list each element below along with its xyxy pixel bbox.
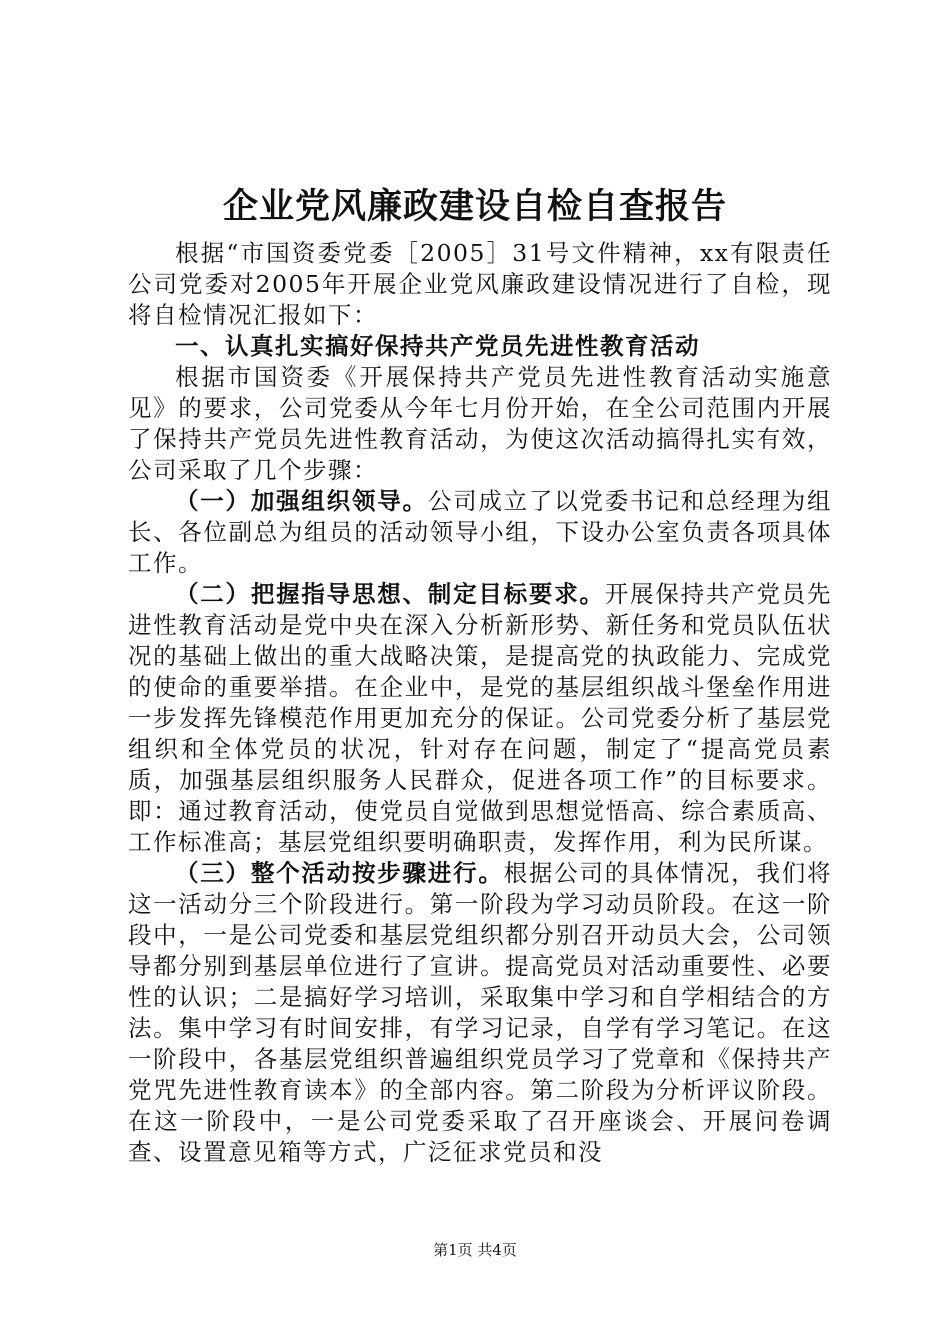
step-three-lead: （三）整个活动按步骤进行。 [175,859,504,887]
document-title: 企业党风廉政建设自检自查报告 [222,186,727,227]
step-one-lead: （一）加强组织领导。 [175,487,428,515]
section-paragraph [128,362,832,486]
step-one-paragraph [128,486,832,579]
step-three-text: 根据公司的具体情况，我们将这一活动分三个阶段进行。第一阶段为学习动员阶段。在这一阶段中，一是公司党委和基层党组织都分别召开动员大会，公司领导都分别到基层单位进行了宣讲。提高党员对活动重要性、必要性的认识；二是搞好学习培训，采取集中学习和自学相结合的方法。集中学习有时间安排，有学习记录，自学有学习笔记。在这一阶段中，各基层党组织普遍组织党员学习了党章和《保持共产党咒先进性教育读本》的全部内容。第二阶段为分析评议阶段。在这一阶段中，一是公司党委采取了召开座谈会、开展问卷调查、设置意见箱等方式，广泛征求党员和没 [128,859,833,1166]
step-one-text: 公司成立了以党委书记和总经理为组长、各位副总为组员的活动领导小组，下设办公室负责各项具体工作。 [128,487,833,577]
page-footer: 第1页 共4页 [433,1241,517,1259]
step-two-paragraph [128,579,832,858]
step-two-text: 开展保持共产党员先进性教育活动是党中央在深入分析新形势、新任务和党员队伍状况的基础上做出的重大战略决策，是提高党的执政能力、完成党的使命的重要举措。在企业中，是党的基层组织战斗堡垒作用进一步发挥先锋模范作用更加充分的保证。公司党委分析了基层党组织和全体党员的状况，针对存在问题，制定了“提高党员素质，加强基层组织服务人民群众，促进各项工作”的目标要求。即：通过教育活动，使党员自觉做到思想觉悟高、综合素质高、工作标准高；基层党组织要明确职责，发挥作用，利为民所谋。 [128,580,833,856]
section-heading-text: 一、认真扎实搞好保持共产党员先进性教育活动 [175,332,700,360]
intro-paragraph [128,238,832,331]
section-heading [128,331,832,362]
step-two-lead: （二）把握指导思想、制定目标要求。 [175,580,605,608]
document-body [128,238,832,1168]
step-three-paragraph [128,858,832,1168]
intro-text: 根据“市国资委党委［2005］31号文件精神，xx有限责任公司党委对2005年开展企业党风廉政建设情况进行了自检，现将自检情况汇报如下： [128,239,832,329]
section-paragraph-text: 根据市国资委《开展保持共产党员先进性教育活动实施意见》的要求，公司党委从今年七月份开始，在全公司范围内开展了保持共产党员先进性教育活动，为使这次活动搞得扎实有效，公司采取了几个步骤： [128,363,832,484]
